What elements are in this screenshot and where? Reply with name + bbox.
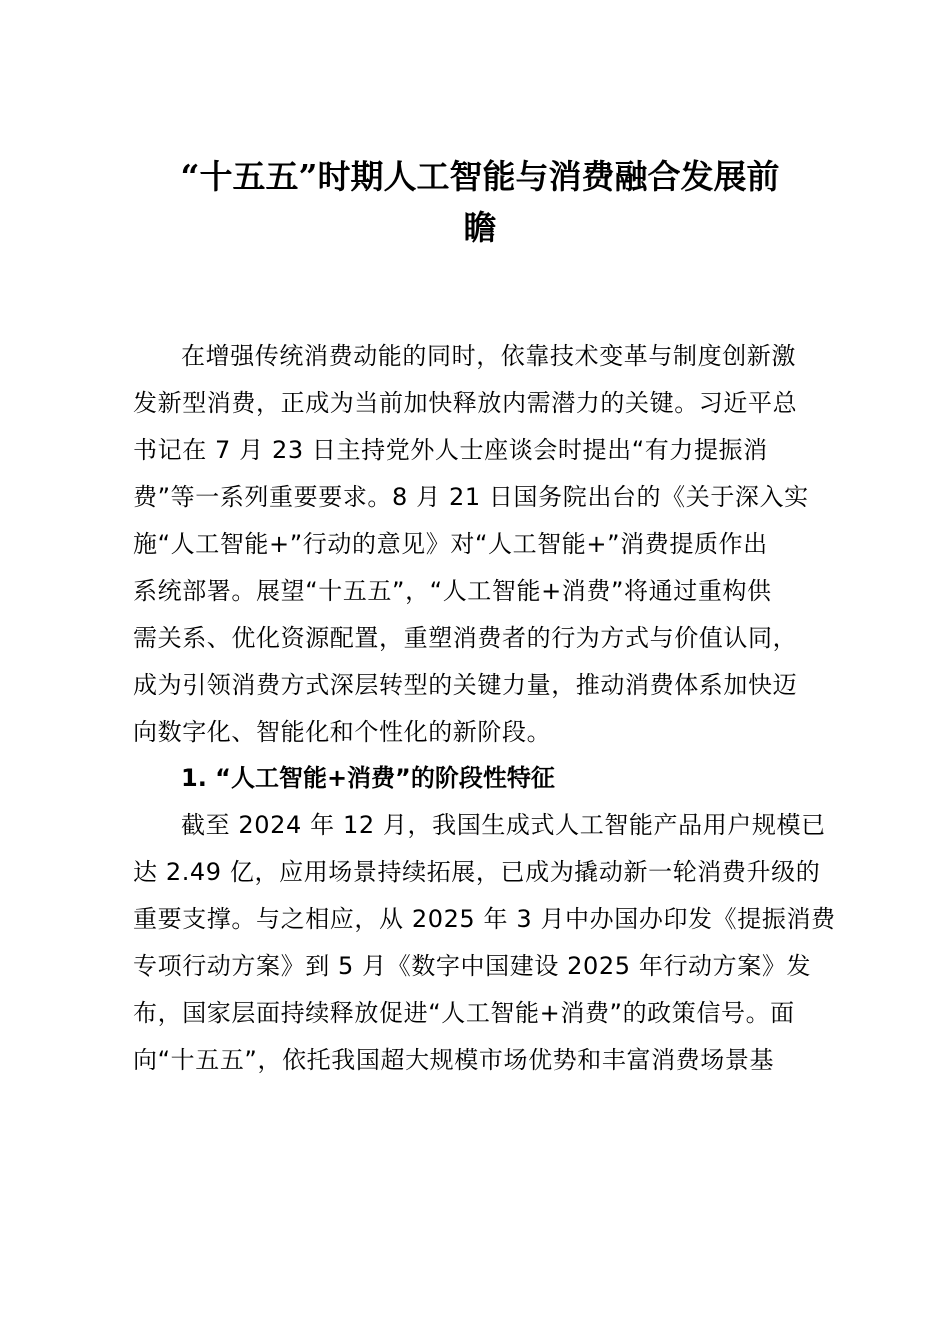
section-heading: 1. “人工智能+消费”的阶段性特征 bbox=[181, 764, 555, 792]
section-paragraph bbox=[133, 802, 836, 1084]
paragraph-line: 达 2.49 亿，应用场景持续拓展，已成为撬动新一轮消费升级的 bbox=[133, 858, 821, 886]
paragraph-line: 重要支撑。与之相应，从 2025 年 3 月中办国办印发《提振消费 bbox=[133, 905, 836, 933]
paragraph-line: 费”等一系列重要要求。8 月 21 日国务院出台的《关于深入实 bbox=[133, 483, 809, 511]
paragraph-line: 成为引领消费方式深层转型的关键力量，推动消费体系加快迈 bbox=[133, 671, 798, 699]
paragraph-line: 在增强传统消费动能的同时，依靠技术变革与制度创新激 bbox=[181, 342, 796, 370]
paragraph-line: 系统部署。展望“十五五”，“人工智能+消费”将通过重构供 bbox=[133, 577, 772, 605]
paragraph-line: 专项行动方案》到 5 月《数字中国建设 2025 年行动方案》发 bbox=[133, 952, 812, 980]
paragraph-line: 施“人工智能+”行动的意见》对“人工智能+”消费提质作出 bbox=[133, 530, 768, 558]
document-title-line-2: 瞻 bbox=[463, 208, 497, 247]
paragraph-line: 需关系、优化资源配置，重塑消费者的行为方式与价值认同， bbox=[133, 624, 798, 652]
paragraph-line: 向“十五五”，依托我国超大规模市场优势和丰富消费场景基 bbox=[133, 1046, 775, 1074]
paragraph-line: 书记在 7 月 23 日主持党外人士座谈会时提出“有力提振消 bbox=[133, 436, 768, 464]
paragraph-line: 发新型消费，正成为当前加快释放内需潜力的关键。习近平总 bbox=[133, 389, 798, 417]
document-title-line-1: “十五五”时期人工智能与消费融合发展前 bbox=[180, 157, 780, 196]
intro-paragraph bbox=[133, 333, 833, 756]
paragraph-line: 向数字化、智能化和个性化的新阶段。 bbox=[133, 718, 552, 746]
paragraph-line: 截至 2024 年 12 月，我国生成式人工智能产品用户规模已 bbox=[181, 811, 826, 839]
paragraph-line: 布，国家层面持续释放促进“人工智能+消费”的政策信号。面 bbox=[133, 999, 795, 1027]
